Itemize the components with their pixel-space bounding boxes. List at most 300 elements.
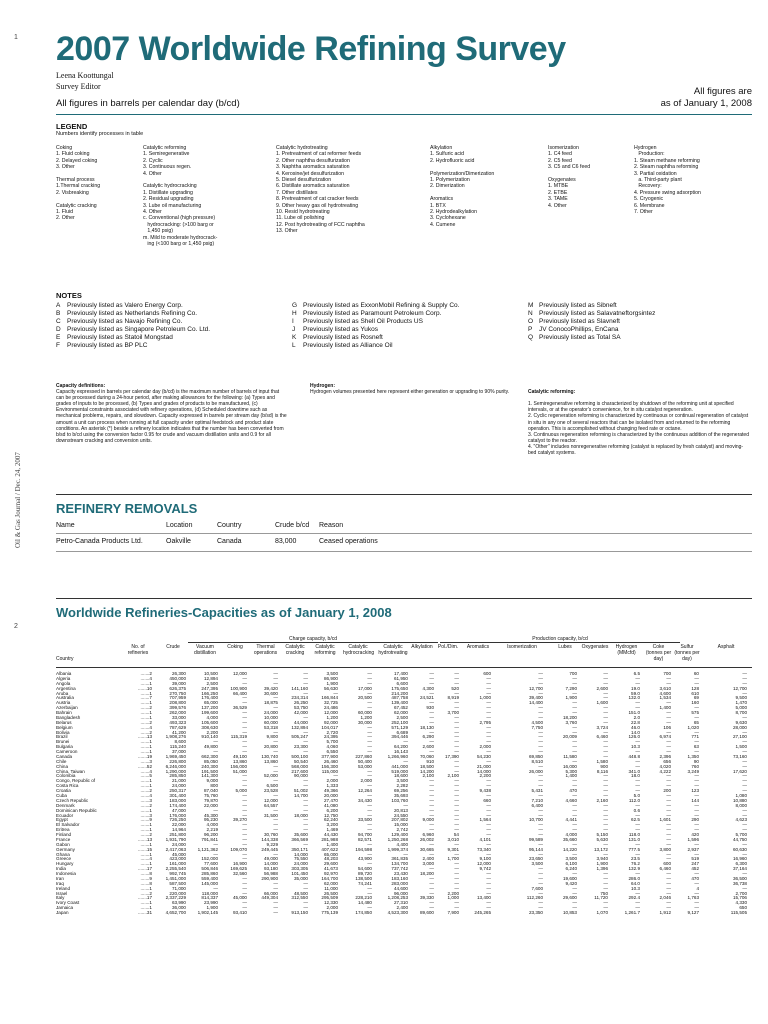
capacities-rule-top	[56, 598, 752, 599]
table-cell: 21,000	[171, 778, 186, 784]
table-cell: —	[742, 714, 747, 720]
table-cell: —	[603, 739, 608, 745]
table-cell: —	[694, 675, 699, 681]
table-cell: 575	[691, 710, 699, 716]
table-cell: 252,100	[391, 719, 408, 725]
table-cell: 43,900	[357, 856, 372, 862]
table-cell: 174,400	[169, 802, 186, 808]
table-cell: 29,600	[323, 861, 338, 867]
note-key: O	[528, 317, 534, 325]
table-cell: 17,620	[732, 768, 747, 774]
table-cell: 2,400	[422, 856, 434, 862]
removals-header-country: Country	[217, 522, 242, 529]
table-cell: 30,600	[263, 690, 278, 696]
note-key: D	[56, 325, 61, 333]
table-cell: 27,310	[393, 900, 408, 906]
table-cell-refineries: .......4	[140, 857, 152, 862]
table-cell-refineries: .......1	[140, 852, 152, 857]
table-cell: 12,264	[357, 788, 372, 794]
author-byline	[56, 70, 114, 92]
table-cell: 26,002	[419, 836, 434, 842]
table-cell: 2,400	[396, 905, 408, 911]
table-cell: 24,000	[171, 841, 186, 847]
table-cell: 2,337,229	[165, 895, 186, 901]
table-cell: 2,700	[735, 890, 747, 896]
table-cell: 1,470	[735, 700, 747, 706]
table-cell: —	[242, 739, 247, 745]
table-cell: —	[486, 685, 491, 691]
table-cell: 3,000	[422, 861, 434, 867]
table-cell: 771	[691, 734, 699, 740]
table-cell: —	[635, 778, 640, 784]
table-cell: —	[429, 793, 434, 798]
table-cell: 700	[569, 671, 577, 676]
table-cell: 18.0	[631, 773, 640, 779]
table-cell-country: Italy	[56, 895, 65, 901]
table-cell: 14,700	[293, 793, 308, 798]
table-cell: —	[429, 783, 434, 789]
table-cell: 5,700	[326, 739, 338, 745]
table-cell: —	[742, 788, 747, 794]
table-cell: 9,229	[266, 841, 278, 847]
table-cell: —	[454, 793, 459, 798]
table-cell: 2,000	[326, 905, 338, 911]
table-cell: 86,900	[323, 675, 338, 681]
table-cell-country: Argentina	[56, 685, 76, 691]
table-cell: —	[572, 812, 577, 818]
table-cell: 226,800	[169, 758, 186, 764]
table-cell: 53,000	[357, 763, 372, 769]
table-cell: —	[486, 734, 491, 740]
capacities-col-header: No. of refineries	[127, 644, 149, 656]
table-cell: —	[486, 900, 491, 906]
table-cell: 26,300	[171, 671, 186, 676]
table-cell: —	[572, 841, 577, 847]
table-cell: —	[454, 812, 459, 818]
table-cell: —	[367, 724, 372, 730]
table-cell: 45,300	[203, 812, 218, 818]
table-cell: 6,240	[565, 866, 577, 872]
table-cell: —	[303, 729, 308, 735]
table-cell: —	[454, 700, 459, 706]
table-cell: 2,600	[422, 744, 434, 750]
table-cell: —	[603, 875, 608, 881]
table-cell: 23,300	[293, 744, 308, 750]
table-cell: 1,020	[687, 724, 699, 730]
table-cell: —	[486, 807, 491, 813]
table-cell: —	[242, 710, 247, 716]
table-cell: —	[273, 778, 278, 784]
table-cell: —	[603, 719, 608, 725]
table-cell: —	[666, 675, 671, 681]
table-cell: —	[367, 705, 372, 711]
charge-capacity-group-header: Charge capacity, b/cd	[188, 636, 438, 643]
table-cell: 2,500	[206, 680, 218, 686]
table-cell: —	[694, 822, 699, 828]
table-cell: 290	[691, 817, 699, 823]
table-cell: 20,813	[393, 807, 408, 813]
table-cell: 12,750	[323, 812, 338, 818]
table-cell: —	[538, 773, 543, 779]
table-cell: —	[666, 900, 671, 906]
table-cell: 20,009	[562, 734, 577, 740]
table-cell: —	[666, 719, 671, 725]
table-cell-refineries: .......3	[140, 813, 152, 818]
table-cell: 5,150	[596, 832, 608, 838]
table-cell-country: Denmark	[56, 802, 75, 808]
table-cell: 96,200	[203, 832, 218, 838]
table-cell: —	[538, 763, 543, 769]
table-cell: —	[429, 675, 434, 681]
table-cell: 191,500	[201, 768, 218, 774]
table-cell: 656	[663, 758, 671, 764]
table-cell: 115,240	[169, 744, 186, 750]
table-cell: —	[273, 880, 278, 886]
table-cell-refineries: .......1	[140, 808, 152, 813]
table-cell: 164,700	[321, 875, 338, 881]
table-cell: —	[666, 783, 671, 789]
table-cell: 65	[693, 719, 699, 725]
table-cell: 5,700	[735, 832, 747, 838]
table-cell: —	[486, 822, 491, 828]
table-cell: —	[303, 817, 308, 823]
legend-col-hydrotreating: Catalytic hydrotreating 1. Pretreatment of cat reformer feeds 2. Other naphtha desulfurization 3. Naphtha aromatics saturation 4. Kerosine/jet desulfurization 5. Diesel desulfurization 6. Distillate aromatics saturation 7. Other distillates 8. Pretreatment of cat cracker feeds 9. Other heavy gas oil hydrotreating 10. Resid hydrotreating 11. Lube oil polishing 12. Post hydrotreating of FCC naphtha 13. Other	[276, 145, 365, 235]
note-key: M	[528, 302, 534, 309]
note-key: G	[292, 302, 298, 309]
table-cell: 37,000	[171, 749, 186, 755]
table-cell: —	[486, 710, 491, 716]
table-cell: 2,000	[479, 744, 491, 750]
table-cell: —	[367, 749, 372, 755]
table-cell: 62,240	[323, 817, 338, 823]
table-cell: 23,350	[528, 910, 543, 916]
table-cell: —	[694, 793, 699, 798]
table-cell: 166,250	[201, 690, 218, 696]
removals-cell-country: Canada	[217, 538, 242, 545]
table-cell: —	[742, 812, 747, 818]
table-cell: —	[742, 783, 747, 789]
table-cell: —	[572, 705, 577, 711]
table-cell: 2,396	[659, 753, 671, 759]
catalytic-reforming-text: 1. Semiregenerative reforming is characterized by shutdown of the reforming unit at specified intervals, or at the operator's convenience, for in situ catalyst regeneration. 2. Cyclic regeneration reforming is characterized by continuous or continual regeneration of catalyst in situ in any one of several reactors that can be isolated from and returned to the reforming operation. This is accomplished without changing feed rate or octane. 3. Continuous regeneration reforming is characterized by the continuous addition of the regenerated catalyst to the reactor. 4. "Other" includes nonregenerative reforming (catalyst is replaced by fresh catalyst) and moving-bed catalyst systems.	[528, 401, 749, 457]
table-cell: 3,249	[687, 768, 699, 774]
table-cell: 1,900	[596, 861, 608, 867]
table-cell: 312,550	[291, 895, 308, 901]
table-cell: —	[486, 851, 491, 857]
table-cell: 6,290	[422, 734, 434, 740]
table-cell: 1,200	[360, 714, 372, 720]
table-cell: —	[635, 851, 640, 857]
table-cell: 1,121,362	[197, 846, 218, 852]
table-cell: 2,160	[596, 797, 608, 803]
table-cell: —	[694, 680, 699, 686]
table-cell: —	[333, 773, 338, 779]
table-cell: —	[603, 822, 608, 828]
table-cell: 6,960	[422, 832, 434, 838]
table-cell: 571,129	[391, 724, 408, 730]
note-item	[292, 302, 459, 310]
table-cell: 63,990	[171, 900, 186, 906]
table-cell: —	[486, 875, 491, 881]
table-cell-country: Japan	[56, 910, 69, 916]
table-cell: 6,550	[326, 749, 338, 755]
table-cell: 176,000	[169, 812, 186, 818]
table-cell: —	[742, 827, 747, 833]
page-title: 2007 Worldwide Refining Survey	[56, 30, 566, 68]
table-cell: —	[572, 700, 577, 706]
table-cell: 5,630	[596, 836, 608, 842]
table-cell: 6.5	[633, 671, 640, 676]
table-cell: 30,760	[263, 832, 278, 838]
table-cell: 37,164	[732, 866, 747, 872]
note-item	[528, 310, 655, 318]
table-cell: 41,200	[171, 729, 186, 735]
table-cell: 41,673	[323, 866, 338, 872]
table-cell: 87,040	[203, 788, 218, 794]
notes-col-3	[528, 302, 655, 342]
table-cell: —	[367, 671, 372, 676]
table-cell: 15,000	[393, 822, 408, 828]
table-cell: 71,000	[171, 885, 186, 891]
table-cell: 6,100	[565, 861, 577, 867]
removals-title: REFINERY REMOVALS	[56, 501, 198, 516]
table-cell: —	[603, 773, 608, 779]
table-cell: 8,600	[174, 739, 186, 745]
journal-reference: Oil & Gas Journal / Dec. 24, 2007	[14, 452, 22, 548]
table-cell: 1,266,960	[387, 753, 408, 759]
table-cell: 75,760	[203, 793, 218, 798]
table-cell: 7,210	[531, 797, 543, 803]
table-cell: —	[242, 719, 247, 725]
note-key: C	[56, 317, 61, 325]
table-cell: 60,000	[357, 710, 372, 716]
table-cell: —	[454, 807, 459, 813]
table-cell: 1,400	[326, 841, 338, 847]
table-cell-refineries: .......3	[140, 798, 152, 803]
table-cell: 303,305	[291, 866, 308, 872]
table-cell: —	[454, 729, 459, 735]
table-cell: 6,246,000	[165, 763, 186, 769]
table-cell: 22,000	[171, 822, 186, 828]
table-cell: 1,534	[659, 695, 671, 701]
table-cell: 30,665	[419, 846, 434, 852]
table-cell: 2,200	[447, 890, 459, 896]
table-cell-refineries: .......7	[140, 696, 152, 701]
table-cell: —	[666, 880, 671, 886]
table-cell: —	[213, 739, 218, 745]
table-cell: —	[635, 758, 640, 764]
table-cell: 10.3	[631, 885, 640, 891]
table-cell: 175,650	[391, 685, 408, 691]
table-cell: 366,569	[291, 836, 308, 842]
table-cell: —	[603, 744, 608, 750]
table-cell: —	[486, 890, 491, 896]
capacities-col-header: Alkylation	[411, 644, 433, 650]
table-cell-country: Colombia	[56, 773, 76, 779]
table-cell: —	[242, 832, 247, 838]
table-cell: —	[454, 744, 459, 750]
table-cell: 1,396	[596, 866, 608, 872]
table-cell: 407,622	[321, 846, 338, 852]
note-item	[292, 310, 459, 318]
table-cell-refineries: .......2	[140, 833, 152, 838]
table-cell: 12,700	[732, 685, 747, 691]
table-cell: —	[486, 758, 491, 764]
table-cell: —	[742, 871, 747, 877]
table-cell: 292.4	[628, 895, 640, 901]
table-cell: 176,400	[201, 695, 218, 701]
table-cell: —	[367, 861, 372, 867]
table-cell: 42,000	[293, 710, 308, 716]
table-cell: —	[367, 822, 372, 828]
table-cell: 60,630	[732, 846, 747, 852]
table-cell-refineries: .......9	[140, 818, 152, 823]
table-cell: —	[603, 783, 608, 789]
table-cell: —	[603, 793, 608, 798]
table-cell: 31,500	[263, 812, 278, 818]
table-cell: —	[694, 827, 699, 833]
table-cell: —	[429, 710, 434, 716]
table-cell: —	[454, 758, 459, 764]
table-cell: —	[242, 841, 247, 847]
capacities-col-header: Pol./Dim.	[437, 644, 459, 650]
table-cell: 39,270	[232, 817, 247, 823]
table-cell: 787,629	[169, 724, 186, 730]
table-cell: 112,260	[526, 895, 543, 901]
table-cell: —	[666, 797, 671, 803]
table-cell: 4,330	[735, 900, 747, 906]
capacities-header-rule	[56, 667, 752, 668]
table-cell: —	[454, 734, 459, 740]
capacities-col-header: Catalytic cracking	[285, 644, 305, 656]
table-cell: 290,900	[261, 875, 278, 881]
table-cell: —	[742, 675, 747, 681]
table-cell: 308,630	[201, 724, 218, 730]
table-cell: 2,742	[396, 827, 408, 833]
table-cell-country: Angola	[56, 680, 71, 686]
table-cell-country: Jamaica	[56, 905, 74, 911]
table-cell: 22,000	[203, 802, 218, 808]
note-key: N	[528, 309, 533, 317]
table-cell: —	[603, 695, 608, 701]
table-cell: 15,706	[732, 895, 747, 901]
table-cell: —	[603, 817, 608, 823]
table-cell: 118.0	[628, 832, 640, 838]
page-number-bottom: 2	[14, 623, 18, 630]
as-of-note	[661, 86, 752, 110]
table-cell-refineries: .......1	[140, 711, 152, 716]
table-cell: 89,720	[357, 871, 372, 877]
table-cell: —	[635, 827, 640, 833]
table-cell: 32,560	[232, 871, 247, 877]
table-cell: —	[635, 841, 640, 847]
table-cell: —	[572, 851, 577, 857]
table-cell: 1,601	[659, 817, 671, 823]
table-cell: —	[273, 793, 278, 798]
table-cell: 4,300	[422, 685, 434, 691]
table-cell-country: China, Taiwan	[56, 768, 85, 774]
table-cell: 19,600	[562, 875, 577, 881]
table-cell: —	[429, 841, 434, 847]
table-cell: 36,529	[232, 705, 247, 711]
table-cell: 56,630	[323, 685, 338, 691]
capacities-col-header: Hydrogen (MMcfd)	[615, 644, 638, 656]
table-cell-refineries: .......1	[140, 691, 152, 696]
catalytic-reforming-definitions	[528, 383, 750, 462]
table-cell: —	[429, 797, 434, 803]
table-cell: 93,180	[263, 866, 278, 872]
capacities-col-header: Isomerization	[507, 644, 537, 650]
table-cell: —	[635, 739, 640, 745]
table-cell: 160	[691, 700, 699, 706]
table-cell: 49,000	[263, 856, 278, 862]
table-cell: —	[538, 900, 543, 906]
table-cell: 35,660	[562, 836, 577, 842]
table-cell: —	[273, 675, 278, 681]
table-cell: 50,540	[293, 758, 308, 764]
note-text: Previously listed as Slavneft	[539, 317, 620, 325]
table-cell: 1,912	[659, 910, 671, 916]
table-cell: 2,600	[596, 685, 608, 691]
table-cell: —	[367, 729, 372, 735]
table-cell: —	[742, 758, 747, 764]
capacities-col-header: Thermal operations	[253, 644, 278, 656]
table-cell: 20,000	[323, 793, 338, 798]
table-cell: 34,430	[357, 797, 372, 803]
table-cell: 10,500	[203, 671, 218, 676]
table-cell: 44,000	[293, 719, 308, 725]
table-cell: —	[666, 822, 671, 828]
table-cell: 53,318	[263, 724, 278, 730]
table-cell-refineries: .......52	[137, 764, 152, 769]
table-cell: 51,000	[232, 768, 247, 774]
table-cell: 11,720	[594, 895, 608, 901]
table-cell: 423,000	[169, 856, 186, 862]
table-cell: 49,366	[323, 788, 338, 794]
table-cell: 123	[691, 788, 699, 794]
table-cell: —	[538, 705, 543, 711]
table-cell: 2,100	[447, 773, 459, 779]
table-cell: 3,200	[326, 822, 338, 828]
table-cell: 24,550	[393, 812, 408, 818]
table-cell: —	[635, 890, 640, 896]
table-cell: 1,763	[687, 895, 699, 901]
table-cell: 270,750	[169, 690, 186, 696]
table-cell: —	[572, 749, 577, 755]
table-cell: —	[454, 802, 459, 808]
table-cell-refineries: .......2	[140, 720, 152, 725]
table-cell: —	[694, 739, 699, 745]
note-text: Previously listed as ExxonMobil Refining & Supply Co.	[303, 302, 460, 309]
table-cell: 132,894	[291, 724, 308, 730]
table-cell: 2,100	[422, 773, 434, 779]
table-cell: —	[666, 905, 671, 911]
table-cell: 44,430	[323, 832, 338, 838]
table-cell-country: Brazil	[56, 734, 68, 740]
table-cell: —	[635, 680, 640, 686]
table-cell: —	[538, 807, 543, 813]
table-cell: —	[273, 680, 278, 686]
table-cell: 95,144	[528, 846, 543, 852]
table-cell-refineries: .......1	[140, 862, 152, 867]
table-cell: 448.8	[628, 753, 640, 759]
table-cell: —	[603, 749, 608, 755]
table-cell: —	[242, 744, 247, 750]
table-cell: 44,750	[732, 836, 747, 842]
table-cell: 7,750	[531, 724, 543, 730]
table-cell: 777.5	[628, 846, 640, 852]
table-cell: —	[572, 885, 577, 891]
